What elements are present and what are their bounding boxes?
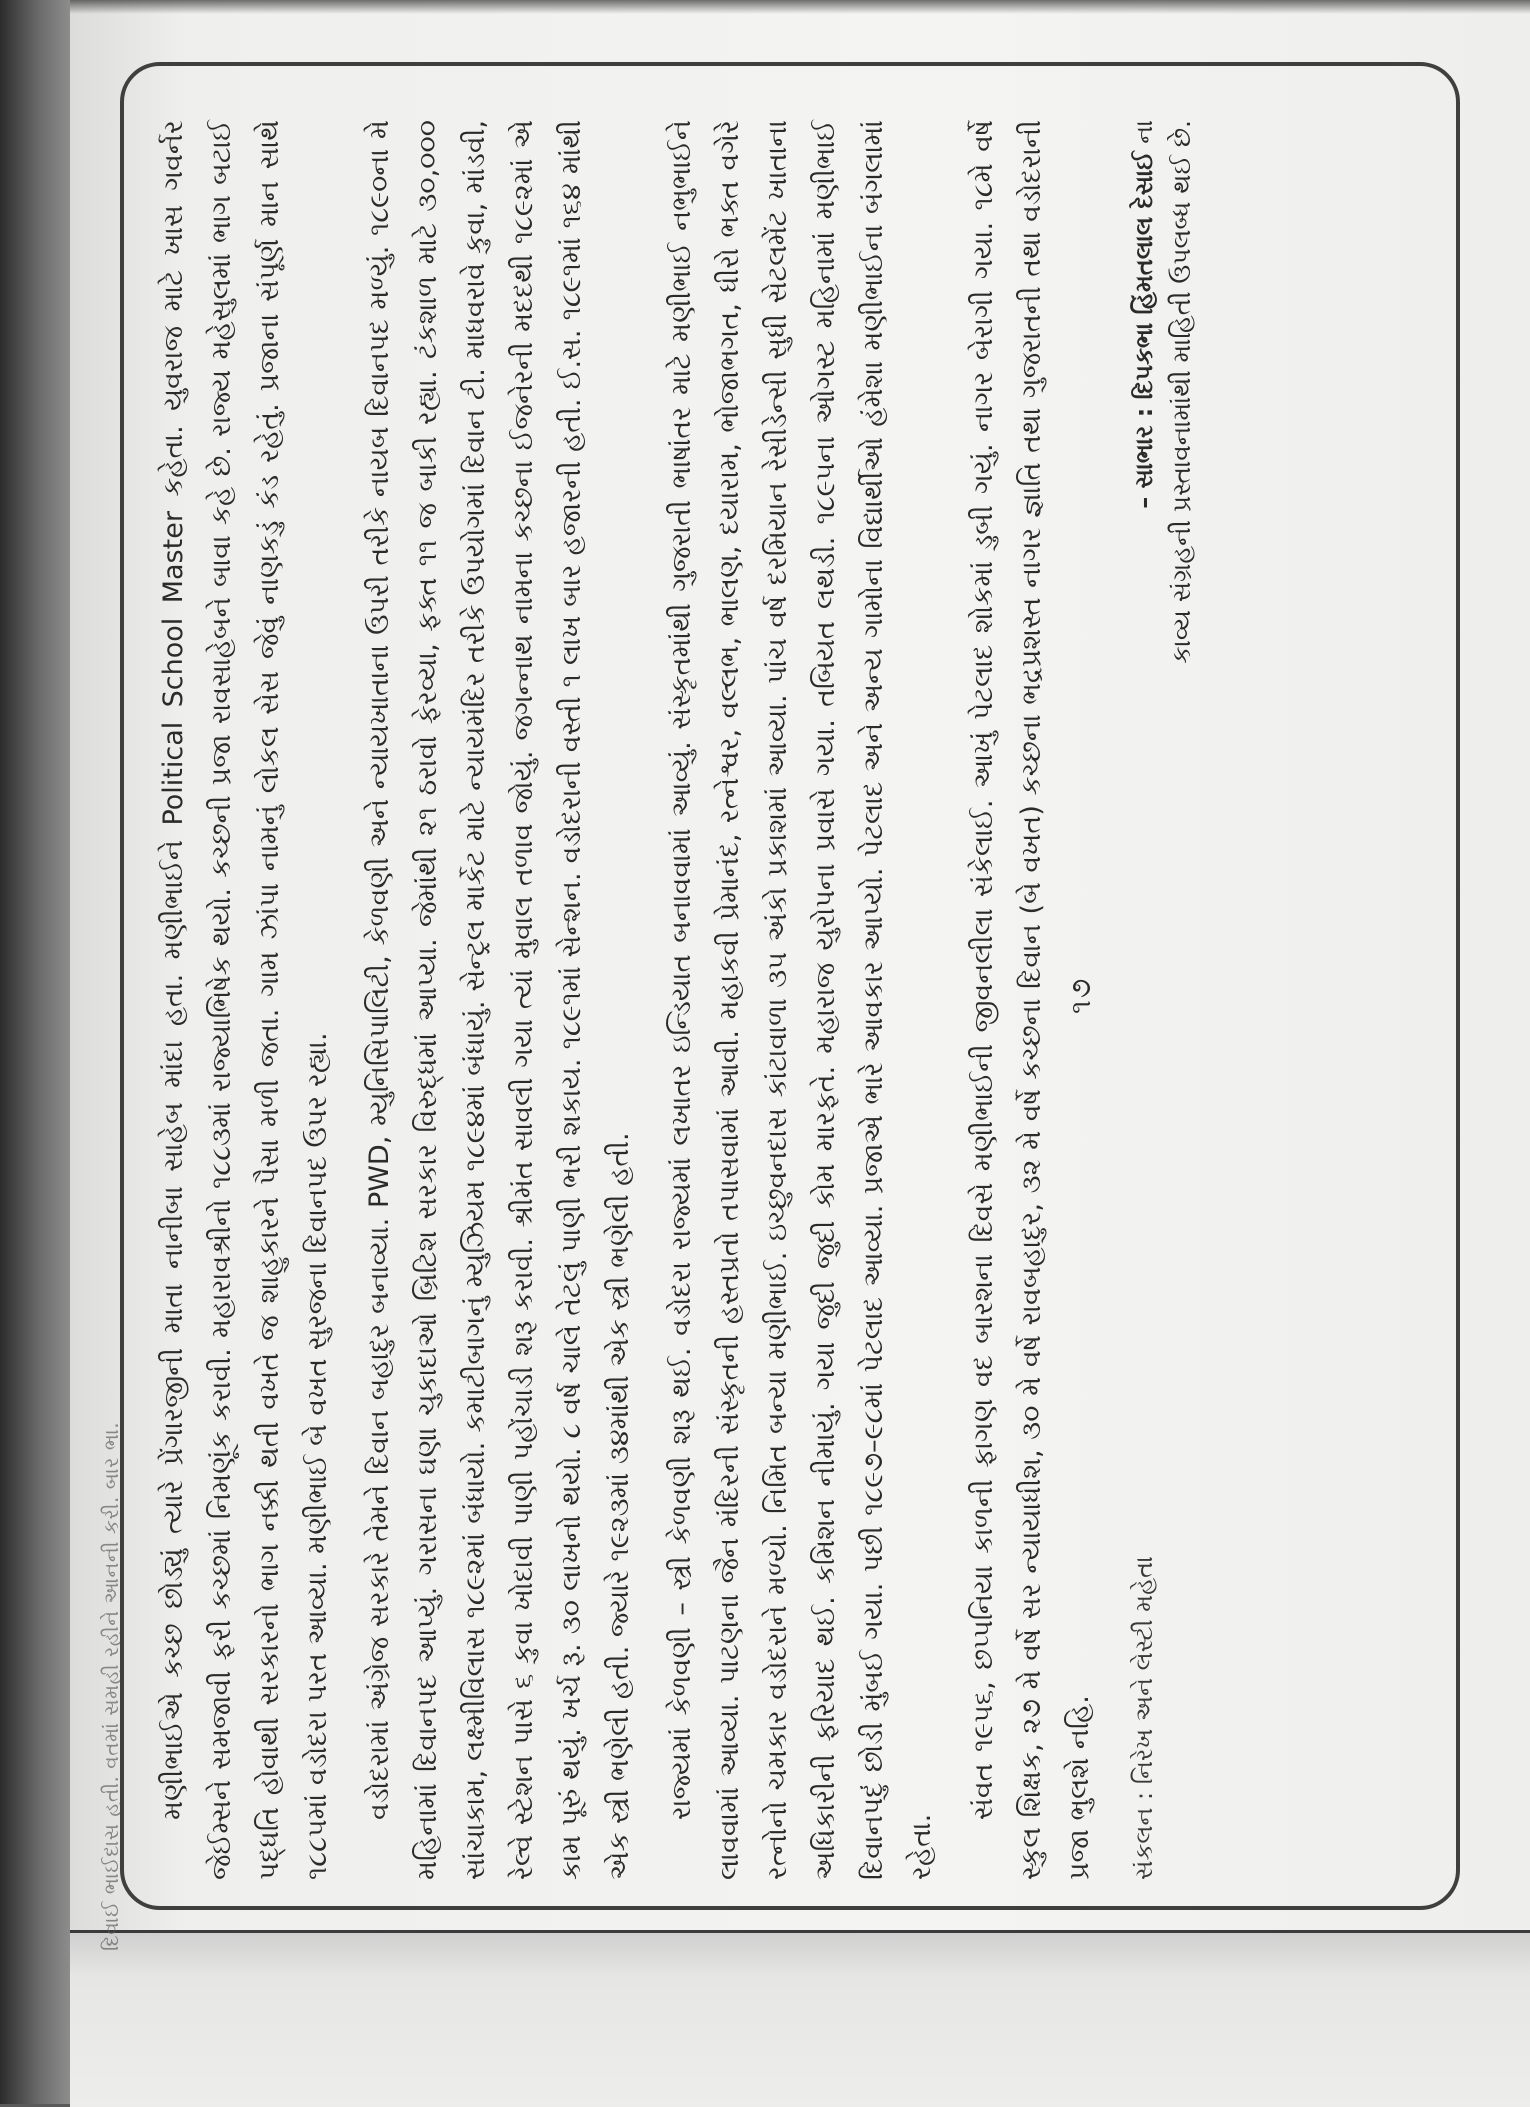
- compiler-credit: સંકલન : નિરેખ અને લેસ્ટી મહેતા: [1130, 1556, 1158, 1880]
- source-credit-line: કાવ્ય સંગ્રહની પ્રસ્તાવનામાંથી માહિતી ઉપલબ્ધ થઈ છે.: [1167, 120, 1196, 664]
- source-credit-name: – સાભાર : દિપકભા હિંમતલાલ દેસાઈ: [1130, 151, 1158, 509]
- previous-page-text: દિવાઈ ભાઈદાસ હતી. વતમાં સમહી રહીને આનની કરી. બાર ભા.: [99, 1421, 123, 1951]
- credit-row: [1130, 120, 1158, 1880]
- page-edge-shadow: [70, 0, 1530, 14]
- book-binding: [0, 0, 70, 2104]
- paragraph-1: મણીભાઈએ કચ્છ છોડ્યું ત્યારે પ્રેંગારજીની માતા નાનીબા સાહેબ માંદા હતા. મણીભાઈને Political School Master કહેતા. યુવરાજ માટે ખાસ ગવર્નર જેઈમ્સને સમજાવી ફરી કચ્છમાં નિમણૂંક કરાવી. મહારાવશ્રીનો ૧૮૮૩માં રાજ્યાભિષેક થયો. કચ્છની પ્રજા રાવસાહેબને બાવા કહે છે. રાજ્ય મહેસુલમાં ભાગ બટાઈ પદ્ધતિ હોવાથી સરકારનો ભાગ નક્કી થતી વખતે જ શાહુકારને પૈસા મળી જતા. ગામ ઝાંપા નામનું લોકલ સેસ જેવું નાણકડું કંડ રહેતું. પ્રજાના સંપૂર્ણ માન સાથે ૧૮૮૫માં વડોદરા પરત આવ્યા. મણીભાઈ બે વખત સુરજના દિવાનપદ ઉપર રહ્યા.: [158, 120, 333, 1880]
- source-credit-tail: ના: [1130, 120, 1158, 152]
- paragraph-4: સંવત ૧૯૫૬, છપ્પનિયા કાળની ફાગણ વદ બારશના દિવસે મણીભાઈની જીવનલીલા સંકેલાઈ. આખું પેટલાદ શોકમાં ડુબી ગયું. નાગર બેરાગી ગયા. ૧૮મે વર્ષે સ્કુલ શિક્ષક, ૨૭ મે વર્ષે સર ન્યાયાધીશ, ૩૦ મે વર્ષે રાવબહાદુર, ૩૨ મે વર્ષે કચ્છના દિવાન (બે વખત) કચ્છના ભદ્રપ્રશસ્ત નાગર જ્ઞાતિ તથા ગુજરાતની તથા વડોદરાની પ્રજા ભુલશે નહિ.: [968, 120, 1095, 1880]
- rotated-article: [150, 120, 1390, 1880]
- paragraph-3: રાજ્યમાં કેળવણી – સ્ત્રી કેળવણી શરૂ થઈ. વડોદરા રાજ્યમાં લખાતર ઇન્ડિયાત બનાવવામાં આવ્યું. સંસ્કૃતમાંથી ગુજરાતી ભાષાંતર માટે મણીભાઈ નભુભાઈને લાવવામાં આવ્યા. પાટણના જૈન મંદિરની સંસ્કૃતની હસ્તપ્રતો તપાસવામાં આવી. મહાકવી પ્રેમાનંદ, રત્નેશ્વર, વલ્લભ, ભાલણ, દયારામ, ભોજાભગત, ધીરો ભક્ત વગેરે રત્નોનો ચમકાર વડોદરાને મળ્યો. નિમિત બન્યા મણીભાઈ. ઇચ્છુવનદાસ કાંટાવાળા ૩૫ અંકો પ્રકાશમાં આવ્યા. પાંચ વર્ષ દરમિયાન રેસીડેન્સી સુધી સેટલમેંટ ખાતાના અધિકારીની ફરિયાદ થઈ. કમિશન નીમાયું. ગયા જુદી જુદી કોમ મારફતે. મહારાજ યુરોપના પ્રવાસે ગયા. તબિયત લથડી. ૧૮૯૫ના ઓગસ્ટ મહિનામાં મણીભાઈ દિવાનપદું છોડી મુંબઈ ગયા. પછી ૧૮૯૭–૯૮માં પેટલાદ આવ્યા. પ્રજાએ ભારે આવકાર આપ્યો. પેટલાદ અને અન્ય ગામોના વિદ્યાર્થીઓ હંમેશા મણીભાઈના બંગલામાં રહેતા.: [666, 120, 937, 1880]
- paragraph-2: વડોદરામાં અંગ્રેજ સરકારે તેમને દિવાન બહાદુર બનાવ્યા. PWD, મ્યુનિસિપાલિટી, કેળવણી અને ન્યાયખાતાના ઉપરી તરીકે નાયબ દિવાનપદ મળ્યું. ૧૮૯૦ના મે મહિનામાં દિવાનપદ આપ્યું. ગરાસના ઘણા ચુકાદાઓ બ્રિટિશ સરકાર વિરુદ્ધમાં આપ્યા. જેમાંથી ૨૧ ઠરાવો ફેરવ્યા, ફક્ત ૧૧ જ બાકી રહ્યા. ટંકશાળ માટે ૩૦,૦૦૦ સાંચાકામ, લક્ષ્મીવિલાસ ૧૮૯૨માં બંધાયો. કમાટીબાગનું મ્યુઝિયમ ૧૮૯૪માં બંધાયું. સેન્ટ્રલ માર્કેટ માટે ન્યાયમંદિર તરીકે ઉપયોગમાં દિવાન ટી. માધવરાવે કુવા, માંડવી, રેલ્વે સ્ટેશન પાસે ૬ કુવા ખોદાવી પાણી પહોંચાડી શરૂ કરાવી. શ્રીમંત સાવલી ગયા ત્યાં મુવાલ તળાવ જોયું. જગન્નાથ નામના કચ્છના ઈજનેરની મદદથી ૧૮૯૨માં એ કામ પૂરું થયું. ખર્ચ રૂ. ૩૦ લાખનો થયો. ૮ વર્ષ ચાલે તેટલું પાણી ભરી શકાય. ૧૮૯૧માં સેન્શન. વડોદરાની વસ્તી ૧ લાખ બાર હજારની હતી. ઈ.સ. ૧૮૯૧માં ૧૬૪ માંથી એક સ્ત્રી ભણેલી હતી. જ્યારે ૧૯૨૩માં ૩૪માંથી એક સ્ત્રી ભણેલી હતી.: [364, 120, 635, 1880]
- page-number: ૧૭: [1064, 976, 1097, 1014]
- source-credit: [1130, 120, 1158, 509]
